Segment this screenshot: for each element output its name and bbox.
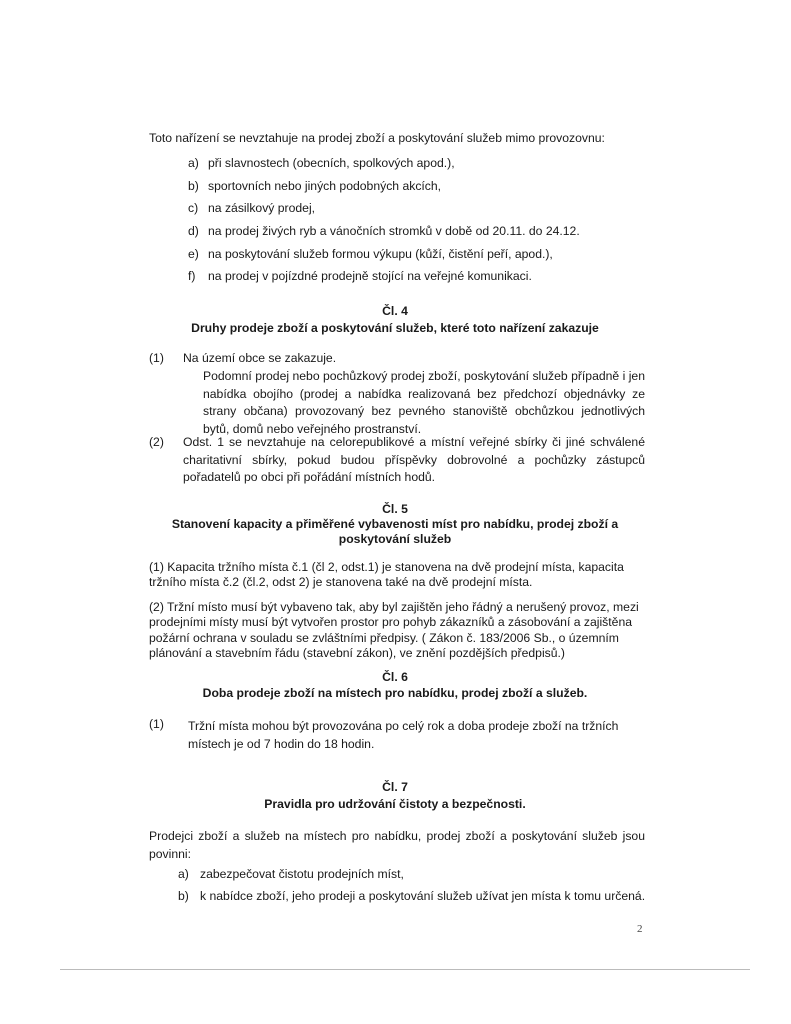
- article-7-list: [178, 863, 668, 907]
- list-item: a) při slavnostech (obecních, spolkových apod.),: [188, 156, 455, 170]
- article-5-paragraph-2: (2) Tržní místo musí být vybaveno tak, aby byl zajištěn jeho řádný a nerušený provoz, mezi prodejními místy musí být vytvořen prostor pro pohyb zákazníků a zásobování a zajištěna požární ochrana v souladu se zvláštními předpisy. ( Zákon č. 183/2006 Sb., o územním plánování a stavebním řádu (stavební zákon), ve znění pozdějších předpisů.): [149, 600, 639, 660]
- page-number: 2: [637, 923, 643, 935]
- intro-text: Toto nařízení se nevztahuje na prodej zboží a poskytování služeb mimo provozovnu:: [149, 131, 605, 145]
- article-5-paragraph-1: (1) Kapacita tržního místa č.1 (čl 2, odst.1) je stanovena na dvě prodejní místa, kapacita tržního místa č.2 (čl.2, odst 2) je stanovena také na dvě prodejní místa.: [149, 560, 624, 590]
- list-item: d) na prodej živých ryb a vánočních stromků v době od 20.11. do 24.12.: [188, 224, 580, 239]
- article-5-title-line-1: Stanovení kapacity a přiměřené vybavenosti míst pro nabídku, prodej zboží a: [171, 517, 619, 531]
- article-4-paragraph-1-body: Podomní prodej nebo pochůzkový prodej zboží, poskytování služeb případně i jen nabídka obojího (prodej a nabídka realizovaná bez předchozí objednávky ze strany občana) provozovaný bez pevného stanoviště obchůzkou jednotlivých bytů, domů nebo veřejného prostranství.: [203, 369, 645, 436]
- article-7-title: Pravidla pro udržování čistoty a bezpečnosti.: [264, 797, 526, 811]
- list-item: f) na prodej v pojízdné prodejně stojící na veřejné komunikaci.: [188, 269, 532, 284]
- article-6-paragraph-1: (1) Tržní místa mohou být provozována po celý rok a doba prodeje zboží na tržních místech je od 7 hodin do 18 hodin.: [149, 717, 619, 751]
- article-4-paragraph-1: (1) Na území obce se zakazuje.: [149, 351, 337, 365]
- exceptions-list: [188, 156, 648, 292]
- article-4-title: Druhy prodeje zboží a poskytování služeb, které toto nařízení zakazuje: [191, 321, 599, 335]
- article-6-title: Doba prodeje zboží na místech pro nabídku, prodej zboží a služeb.: [202, 686, 588, 700]
- article-4-number: Čl. 4: [382, 304, 408, 318]
- article-5-number: Čl. 5: [382, 502, 408, 516]
- list-item: b) sportovních nebo jiných podobných akcích,: [188, 178, 442, 193]
- article-7-number: Čl. 7: [382, 780, 408, 794]
- list-item: a) zabezpečovat čistotu prodejních míst,: [178, 867, 404, 881]
- article-6-number: Čl. 6: [382, 670, 408, 684]
- list-item: e) na poskytování služeb formou výkupu (kůží, čistění peří, apod.),: [188, 246, 553, 261]
- article-4-paragraph-2: (2) Odst. 1 se nevztahuje na celorepublikové a místní veřejné sbírky či jiné schválené charitativní sbírky, pokud budou příspěvky dobrovolné a pochůzky zástupců pořadatelů po obci při pořádání místních hodů.: [149, 435, 645, 484]
- list-item: b) k nabídce zboží, jeho prodeji a poskytování služeb užívat jen místa k tomu určená.: [178, 889, 646, 903]
- article-7-intro: Prodejci zboží a služeb na místech pro nabídku, prodej zboží a poskytování služeb jsou povinni:: [149, 829, 645, 861]
- footer-divider: [60, 969, 750, 970]
- article-5-title-line-2: poskytování služeb: [338, 532, 452, 546]
- list-item: c) na zásilkový prodej,: [188, 201, 316, 216]
